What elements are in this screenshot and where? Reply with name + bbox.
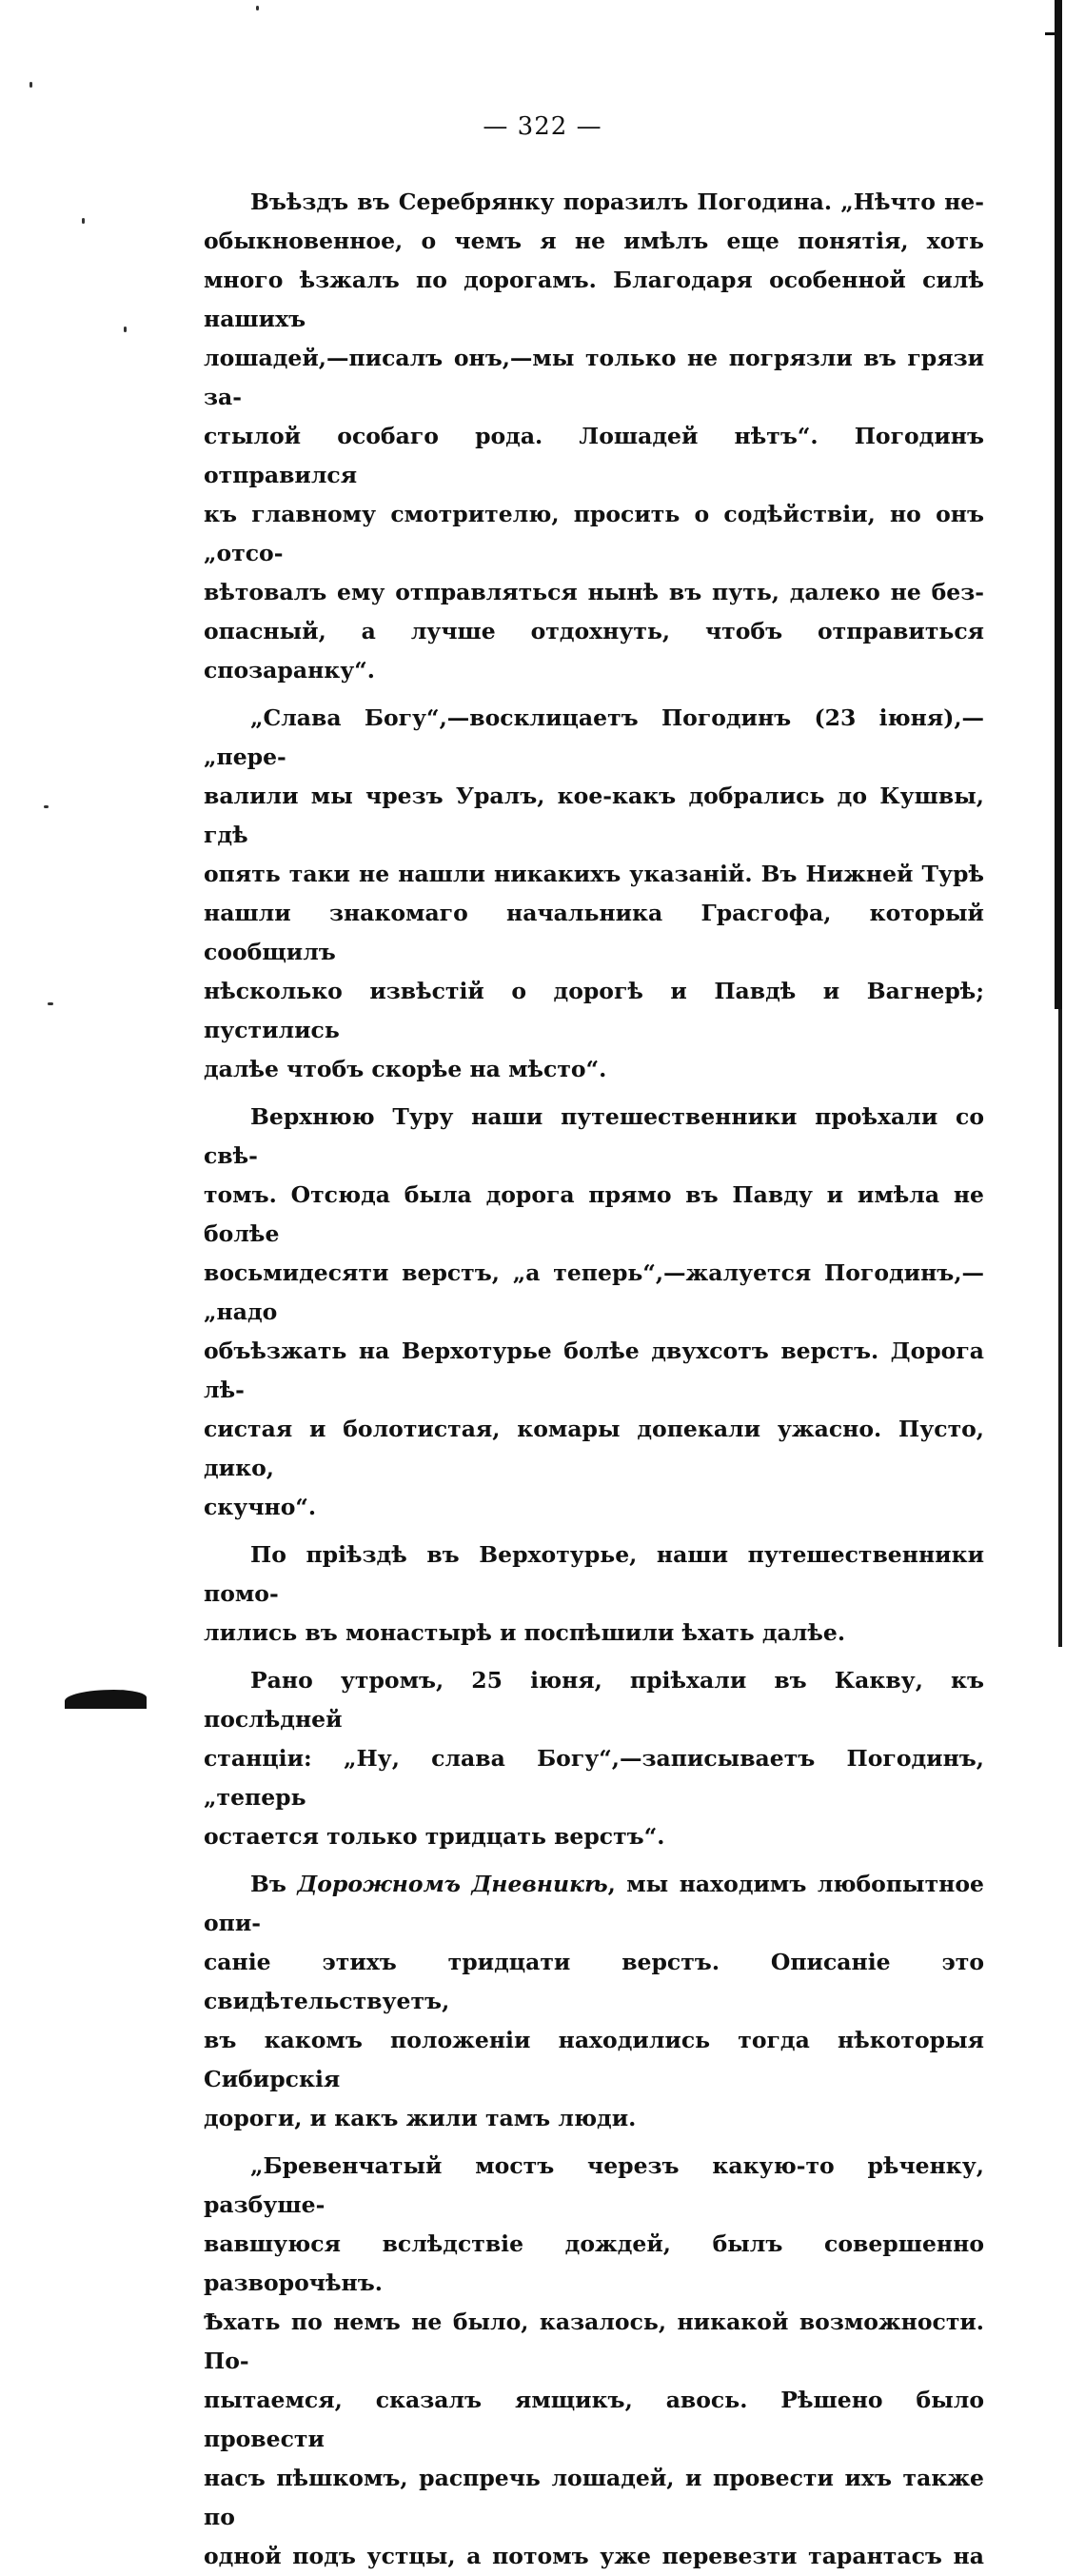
paragraph-4	[204, 1536, 984, 1653]
text-line: „Бревенчатый мостъ черезъ какую-то рѣченку, разбуше-	[204, 2152, 984, 2218]
paragraph-1	[204, 183, 984, 690]
text-line: опять таки не нашли никакихъ указаній. Въ Нижней Турѣ	[204, 861, 984, 887]
text-line: валили мы чрезъ Уралъ, кое-какъ добрались до Кушвы, гдѣ	[204, 783, 984, 848]
text-line: нѣсколько извѣстій о дорогѣ и Павдѣ и Вагнерѣ; пустились	[204, 978, 984, 1043]
text-line: Верхнюю Туру наши путешественники проѣхали со свѣ-	[204, 1103, 984, 1169]
text-line: саніе этихъ тридцати верстъ. Описаніе это свидѣтельствуетъ,	[204, 1949, 984, 2014]
text-line: обыкновенное, о чемъ я не имѣлъ еще понятія, хоть	[204, 228, 984, 254]
text-line: томъ. Отсюда была дорога прямо въ Павду и имѣла не болѣе	[204, 1181, 984, 1247]
paragraph-3	[204, 1098, 984, 1527]
page-number: — 322 —	[483, 112, 602, 141]
text-fragment: Въ	[250, 1871, 298, 1897]
text-line	[204, 1865, 984, 1943]
text-line: остается только тридцать верстъ“.	[204, 1823, 665, 1850]
text-line: къ главному смотрителю, просить о содѣйствіи, но онъ „отсо-	[204, 501, 984, 566]
scan-speck	[256, 6, 259, 10]
text-line: опасный, а лучше отдохнуть, чтобъ отправиться спозаранку“.	[204, 618, 984, 684]
ink-blot	[65, 1690, 147, 1709]
text-line: въ какомъ положеніи находились тогда нѣкоторыя Сибирскія	[204, 2027, 984, 2092]
text-line: станціи: „Ну, слава Богу“,—записываетъ Погодинъ, „теперь	[204, 1745, 984, 1811]
text-line: Въѣздъ въ Серебрянку поразилъ Погодина. „Нѣчто не-	[250, 188, 984, 215]
paragraph-5	[204, 1661, 984, 1856]
scan-speck	[82, 218, 85, 224]
scan-speck	[48, 1002, 53, 1005]
text-line: стылой особаго рода. Лошадей нѣтъ“. Погодинъ отправился	[204, 423, 984, 488]
text-line: много ѣзжалъ по дорогамъ. Благодаря особенной силѣ нашихъ	[204, 267, 984, 332]
scan-speck	[44, 805, 49, 808]
text-line: восьмидесяти верстъ, „а теперь“,—жалуется Погодинъ,—„надо	[204, 1259, 984, 1325]
text-fragment: , мы находимъ любопытное опи-	[204, 1871, 984, 1936]
scan-edge-shadow-lower	[1058, 1009, 1062, 1647]
text-line: Рано утромъ, 25 іюня, пріѣхали въ Какву, къ послѣдней	[204, 1667, 984, 1733]
text-line: одной подъ устцы, а потомъ уже перевезти тарантасъ на	[204, 2543, 984, 2569]
text-line: далѣе чтобъ скорѣе на мѣсто“.	[204, 1056, 607, 1082]
text-line: нашли знакомаго начальника Грасгофа, который сообщилъ	[204, 900, 984, 965]
text-line: По пріѣздѣ въ Верхотурье, наши путешественники помо-	[204, 1541, 984, 1607]
text-line: пытаемся, сказалъ ямщикъ, авось. Рѣшено было провести	[204, 2387, 984, 2452]
text-line: „Слава Богу“,—восклицаетъ Погодинъ (23 іюня),—„пере-	[204, 704, 984, 770]
italic-book-title: Дорожномъ Дневникѣ	[297, 1871, 608, 1897]
scan-speck	[124, 327, 127, 332]
text-line: объѣзжать на Верхотурье болѣе двухсотъ верстъ. Дорога лѣ-	[204, 1338, 984, 1403]
scan-edge-shadow	[1055, 0, 1062, 1009]
text-line: скучно“.	[204, 1494, 317, 1520]
text-line: вавшуюся вслѣдствіе дождей, былъ совершенно разворочѣнъ.	[204, 2230, 984, 2296]
text-line: систая и болотистая, комары допекали ужасно. Пусто, дико,	[204, 1416, 984, 1481]
paragraph-2	[204, 699, 984, 1089]
text-line: Ѣхать по немъ не было, казалось, никакой возможности. По-	[204, 2308, 984, 2374]
text-line: насъ пѣшкомъ, распречь лошадей, и провести ихъ также по	[204, 2465, 984, 2530]
body-text	[204, 183, 984, 2576]
text-line: лошадей,—писалъ онъ,—мы только не погрязли въ грязи за-	[204, 345, 984, 410]
text-line: дороги, и какъ жили тамъ люди.	[204, 2105, 637, 2131]
text-line: вѣтовалъ ему отправляться нынѣ въ путь, далеко не без-	[204, 579, 984, 605]
text-line: лились въ монастырѣ и поспѣшили ѣхать далѣе.	[204, 1619, 846, 1646]
paragraph-7	[204, 2147, 984, 2576]
paragraph-6	[204, 1865, 984, 2138]
scan-speck	[30, 82, 32, 88]
